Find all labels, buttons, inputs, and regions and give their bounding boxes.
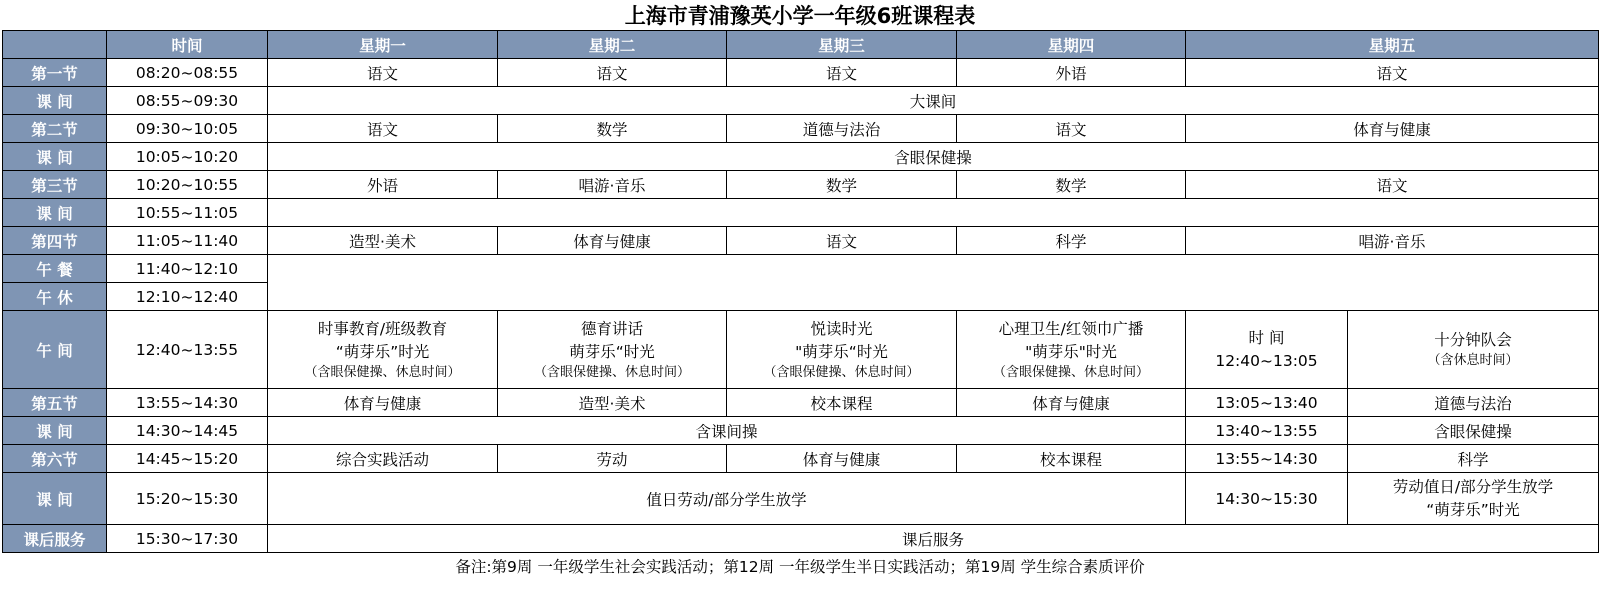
time-cell: 09:30~10:05 [107, 115, 268, 143]
table-row [3, 171, 1599, 199]
noon-activity-note: （含眼保健操、休息时间） [992, 364, 1149, 380]
friday-activity-cell: 科学 [1348, 445, 1599, 473]
period-label: 第四节 [3, 227, 107, 255]
period-label: 第三节 [3, 171, 107, 199]
class-cell: 唱游·音乐 [1186, 227, 1599, 255]
time-cell: 10:05~10:20 [107, 143, 268, 171]
noon-activity-line: 萌芽乐“时光 [569, 342, 655, 361]
noon-activity-line: 德育讲话 [580, 319, 643, 338]
period-label: 课 间 [3, 87, 107, 115]
class-cell: 语文 [1186, 171, 1599, 199]
noon-activity-cell [268, 311, 498, 389]
class-cell: 数学 [727, 171, 957, 199]
class-cell: 体育与健康 [498, 227, 727, 255]
header-monday: 星期一 [268, 31, 498, 59]
time-cell: 12:40~13:55 [107, 311, 268, 389]
header-corner [3, 31, 107, 59]
friday-activity-line: 劳动值日/部分学生放学 [1392, 477, 1554, 496]
class-cell: 体育与健康 [727, 445, 957, 473]
friday-activity-cell [1348, 473, 1599, 525]
break-cell: 大课间 [268, 87, 1599, 115]
period-label: 午 休 [3, 283, 107, 311]
time-cell: 13:55~14:30 [107, 389, 268, 417]
class-cell: 外语 [957, 59, 1186, 87]
after-school-cell: 课后服务 [268, 525, 1599, 553]
period-label: 课 间 [3, 417, 107, 445]
table-row [3, 445, 1599, 473]
break-cell: 值日劳动/部分学生放学 [268, 473, 1186, 525]
friday-time-value: 12:40~13:05 [1215, 351, 1318, 370]
time-cell: 14:45~15:20 [107, 445, 268, 473]
class-cell: 语文 [268, 115, 498, 143]
noon-activity-line: 悦读时光 [810, 319, 873, 338]
table-row [3, 311, 1599, 389]
time-cell: 11:40~12:10 [107, 255, 268, 283]
class-cell: 体育与健康 [1186, 115, 1599, 143]
noon-activity-line: 心理卫生/红领巾广播 [998, 319, 1144, 338]
table-row [3, 87, 1599, 115]
class-cell: 体育与健康 [957, 389, 1186, 417]
period-label: 午 间 [3, 311, 107, 389]
class-cell: 综合实践活动 [268, 445, 498, 473]
noon-activity-cell [957, 311, 1186, 389]
friday-activity-cell [1348, 311, 1599, 389]
noon-activity-line: "萌芽乐“时光 [795, 342, 888, 361]
class-cell: 科学 [957, 227, 1186, 255]
table-row [3, 525, 1599, 553]
schedule-table [2, 30, 1599, 553]
noon-activity-note: （含眼保健操、休息时间） [763, 364, 920, 380]
header-thursday: 星期四 [957, 31, 1186, 59]
table-row [3, 389, 1599, 417]
page-title: 上海市青浦豫英小学一年级6班课程表 [624, 4, 976, 28]
class-cell: 造型·美术 [268, 227, 498, 255]
time-cell: 08:55~09:30 [107, 87, 268, 115]
friday-time-cell: 13:40~13:55 [1186, 417, 1348, 445]
period-label: 午 餐 [3, 255, 107, 283]
class-cell: 唱游·音乐 [498, 171, 727, 199]
table-row [3, 255, 1599, 283]
time-cell: 11:05~11:40 [107, 227, 268, 255]
time-cell: 10:55~11:05 [107, 199, 268, 227]
time-cell: 14:30~14:45 [107, 417, 268, 445]
period-label: 课 间 [3, 199, 107, 227]
friday-activity-cell: 道德与法治 [1348, 389, 1599, 417]
period-label: 课 间 [3, 473, 107, 525]
friday-time-cell: 13:05~13:40 [1186, 389, 1348, 417]
footnote: 备注:第9周 一年级学生社会实践活动；第12周 一年级学生半日实践活动；第19周 学生综合素质评价 [455, 558, 1145, 576]
header-friday: 星期五 [1186, 31, 1599, 59]
break-cell [268, 199, 1599, 227]
table-row [3, 199, 1599, 227]
class-cell: 道德与法治 [727, 115, 957, 143]
class-cell: 语文 [727, 227, 957, 255]
table-row [3, 143, 1599, 171]
noon-activity-line: “萌芽乐”时光 [335, 342, 430, 361]
period-label: 第一节 [3, 59, 107, 87]
noon-activity-line: "萌芽乐"时光 [1025, 342, 1117, 361]
class-cell: 语文 [957, 115, 1186, 143]
time-cell: 08:20~08:55 [107, 59, 268, 87]
table-row [3, 59, 1599, 87]
period-label: 课 间 [3, 143, 107, 171]
class-cell: 劳动 [498, 445, 727, 473]
friday-time-label: 时 间 [1248, 328, 1285, 347]
class-cell: 外语 [268, 171, 498, 199]
noon-activity-cell [498, 311, 727, 389]
time-cell: 15:20~15:30 [107, 473, 268, 525]
noon-activity-line: 时事教育/班级教育 [317, 319, 448, 338]
class-cell: 体育与健康 [268, 389, 498, 417]
class-cell: 数学 [498, 115, 727, 143]
header-tuesday: 星期二 [498, 31, 727, 59]
header-wednesday: 星期三 [727, 31, 957, 59]
period-label: 第五节 [3, 389, 107, 417]
period-label: 第六节 [3, 445, 107, 473]
class-cell: 数学 [957, 171, 1186, 199]
table-row [3, 115, 1599, 143]
period-label: 课后服务 [3, 525, 107, 553]
friday-activity-cell: 含眼保健操 [1348, 417, 1599, 445]
time-cell: 12:10~12:40 [107, 283, 268, 311]
friday-time-cell: 13:55~14:30 [1186, 445, 1348, 473]
friday-time-cell [1186, 311, 1348, 389]
lunch-empty-cell [268, 255, 1599, 311]
table-row [3, 227, 1599, 255]
time-cell: 10:20~10:55 [107, 171, 268, 199]
friday-activity-note: （含休息时间） [1427, 353, 1519, 368]
class-cell: 校本课程 [957, 445, 1186, 473]
friday-time-cell: 14:30~15:30 [1186, 473, 1348, 525]
class-cell: 语文 [1186, 59, 1599, 87]
header-row [3, 31, 1599, 59]
class-cell: 校本课程 [727, 389, 957, 417]
table-row [3, 417, 1599, 445]
break-cell: 含眼保健操 [268, 143, 1599, 171]
time-cell: 15:30~17:30 [107, 525, 268, 553]
table-row [3, 473, 1599, 525]
friday-activity-line: 十分钟队会 [1434, 331, 1512, 349]
class-cell: 造型·美术 [498, 389, 727, 417]
class-cell: 语文 [727, 59, 957, 87]
noon-activity-note: （含眼保健操、休息时间） [533, 364, 690, 380]
break-cell: 含课间操 [268, 417, 1186, 445]
noon-activity-cell [727, 311, 957, 389]
class-cell: 语文 [498, 59, 727, 87]
period-label: 第二节 [3, 115, 107, 143]
noon-activity-note: （含眼保健操、休息时间） [304, 364, 461, 380]
friday-activity-line: “萌芽乐”时光 [1426, 500, 1520, 519]
header-time: 时间 [107, 31, 268, 59]
class-cell: 语文 [268, 59, 498, 87]
